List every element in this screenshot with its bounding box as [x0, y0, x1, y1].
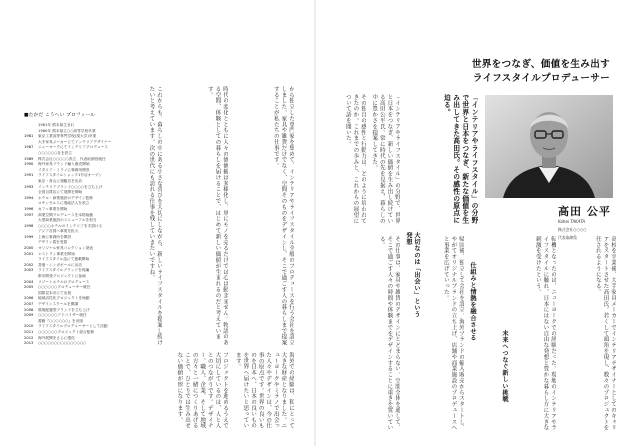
profile-item-year: 1991: [24, 173, 34, 178]
profile-item-year: 2013: [24, 341, 34, 346]
profile-item-year: 2005: [24, 285, 34, 290]
profile-item-text: 香港・シンガポールに出店: [38, 262, 83, 267]
profile-item-text: 全国百貨店にて展開を開始: [38, 190, 83, 195]
profile-item-text: ○○○○ホテルのインテリアを手掛ける: [38, 223, 103, 228]
profile-list: [24, 123, 124, 347]
person-romaji: Kohei TAKATA: [558, 219, 585, 224]
profile-item-year: 2011: [24, 329, 34, 334]
profile-item-year: 2007: [24, 302, 34, 306]
profile-item-text: デザイン賞を受賞: [38, 240, 68, 245]
profile-item-year: 2012: [24, 335, 34, 340]
profile-item-text: 1961年 熊本県生まれ: [38, 123, 75, 127]
profile-item-text: 地域活性化プロジェクトを始動: [38, 296, 90, 301]
profile-item-text: ライフスタイルプロデューサーとして活動: [38, 324, 108, 329]
profile-item-text: 環境配慮型ブランドを立ち上げ: [38, 307, 90, 312]
profile-item-text: 株式会社○○○○○設立、代表取締役就任: [38, 156, 106, 161]
subhead-2: 仕組みと情熱を融合させる: [469, 262, 476, 342]
left-column-5: これからも、暮らしの中にある小さな喜びを大切にしながら、新しいライフスタイルを提案し続けたいと考えています。次の世代にも誇れる仕事を残していきたいですね。: [148, 86, 162, 346]
profile-item-text: ○○○○○○プロジェクト総合監修: [38, 329, 95, 334]
profile-item-year: 2001: [24, 251, 34, 256]
profile-item-text: ニューヨークにてインテリアプロデュース: [38, 145, 108, 150]
profile-item-text: 東京工業高等専門学校(現大学)卒業: [38, 134, 97, 139]
profile-item-year: 1996: [24, 206, 34, 211]
profile-item-text: 大型商業施設のリニューアルを担当: [38, 218, 97, 223]
left-column-2: 時代の変化とともに人々の価値観は多様化し、単にモノを売るだけでは心は動きません。物語のある空間、体験としての暮らしを届けることで、はじめて新しい価値が生まれるのだと考えています。: [206, 86, 228, 346]
profile-item-year: 2009: [24, 313, 34, 318]
profile-item-year: 1997: [24, 212, 34, 217]
left-column-4: プロジェクトを進めるうえで大切にしているのは、人と人とのつながりです。デザイナー、職人、企業、そして地域の方々と一緒につくりあげることで、ひとりでは生み出せない価値が形になります。: [176, 352, 228, 429]
profile-item-text: 大手家具メーカーにてインテリアデザイナー: [38, 139, 112, 144]
profile-item-text: 1980年 熊本県立○○高等学校卒業: [38, 128, 96, 133]
right-column-5: 帰国後、独立して会社を設立。海外ブランドの輸入販売からスタートし、やがてオリジナルブランドの立ち上げ、店舗や商業施設のプロデュースへと事業を広げていった。: [442, 236, 464, 431]
profile-item-year: 2004: [24, 279, 34, 284]
profile-item: [24, 341, 124, 347]
profile-item-text: ○○○○○○○○○○○○○○○: [38, 341, 87, 346]
profile-item-year: 1994: [24, 195, 34, 200]
portrait-illustration: [485, 95, 613, 198]
profile-item-year: 1989: [24, 156, 34, 161]
profile-item-text: オリジナル家具コレクション発表: [38, 246, 93, 251]
profile-item-text: 海外展開をさらに強化: [38, 335, 75, 340]
profile-item-text: イタリア・ミラノに事務所開設: [38, 167, 90, 172]
profile-item-text: リゾートホテルのプロデュース: [38, 279, 90, 284]
profile-item-year: 1987: [24, 145, 34, 150]
profile-item-text: 海外家具ブランド輸入販売開始: [38, 162, 90, 167]
profile-item-text: 国際見本市にて出展: [38, 290, 72, 295]
portrait-photo: [485, 95, 613, 198]
right-column-1: 「インテリアやライフスタイル」の分野で、世界と日本をつなぎ、新しい価値を生み出し続けている高田公平氏。常に時代の先を見据え、暮らしの中に豊かさを提案してきた。: [371, 94, 400, 224]
right-column-3: 高校を卒業後、大手家具メーカーでインテリアデザイナーとしてのキャリアをスタートさせた高田氏。若くして頭角を現し、数々のプロジェクトを任されるようになる。: [594, 236, 616, 431]
subhead-3: 未来へつなぐ新しい挑戦: [501, 330, 508, 403]
profile-item-text: ライフスタイルブランドを再編: [38, 268, 90, 273]
profile-item-text: インテリアブランド○○○○を立ち上げ: [38, 184, 103, 189]
profile-item-text: 商業空間プロデュースを本格始動: [38, 212, 94, 217]
profile-item-year: 1993: [24, 184, 34, 189]
profile-item-year: 2002: [24, 262, 34, 267]
profile-item-text: ライフスタイル誌にて連載開始: [38, 257, 90, 262]
person-name: 高田 公平: [558, 205, 611, 218]
profile-item-text: ロサンゼルスに現地法人を設立: [38, 201, 90, 206]
right-column-2: その独自の感性と行動力は、どのように培われてきたのか。これまでの歩みと、これからの展望について話を聞いた。: [344, 94, 366, 224]
subhead-1: 大切なのは「出会い」という発想: [405, 232, 420, 318]
right-column-6: その仕事は、家具や雑貨のデザインにとどまらない。空間全体を通して、そこで過ごす人々の時間や体験までをデザインすることに重きを置いている。: [378, 236, 400, 431]
left-column-3: 海外での経験は、私にとって大きな財産となりました。ニューヨークやミラノで出会った人々やデザインは、今の仕事の原点です。世界の良いものを日本へ、日本の良いものを世界へ届けたいと思っています。: [234, 352, 294, 429]
profile-item-year: 2008: [24, 307, 34, 312]
profile-item-text: ホテル・商業施設のデザイン監修: [38, 195, 93, 200]
left-column-1: から独立した専門家を集めて、インテリアやライフスタイル全般のプロデュースを行う会社を設立しました。家具や雑貨だけでなく、空間そのものをデザインし、そこで過ごす人の暮らしまで提案することが私たちの仕事です。: [272, 86, 294, 346]
profile-item-year: 2003: [24, 268, 34, 273]
person-org-2: 代表取締役: [558, 234, 577, 240]
profile-item-text: ○○○○○○アドバイザー就任: [38, 313, 87, 318]
right-column-4: 転機となったのは、ニューヨークでの経験だった。現地のインテリアやライフスタイルに触れ、日本にはない自由な発想と豊かな暮らし方に大きな刺激を受けたという。: [534, 236, 556, 431]
profile-item-text: 上海に事務所を開設: [38, 234, 72, 239]
headline: [410, 58, 610, 86]
profile-item-year: 1998: [24, 223, 34, 228]
profile-item-text: ○○○○○○社を設立: [38, 150, 73, 155]
profile-item-text: カフェ事業を開始: [38, 206, 68, 211]
profile-item-year: 2010: [24, 324, 34, 329]
lead-paragraph: 「インテリアやライフスタイル」の分野で世界と日本をつなぎ、新たな価値を生み出してきた高田氏。その感性の原点に迫る。: [442, 94, 478, 224]
profile-item-year: 1990: [24, 162, 34, 167]
profile-item-year: 2000: [24, 246, 34, 251]
profile-item-text: 東京・青山に旗艦店を出店: [38, 178, 83, 183]
profile-box: [24, 112, 124, 422]
profile-item-year: 1999: [24, 234, 34, 239]
page-gutter: [314, 0, 316, 446]
headline-line-2: ライフスタイルプロデューサー: [472, 73, 610, 84]
headline-line-1: 世界をつなぎ、価値を生み出す: [471, 59, 610, 70]
profile-item-year: 1981: [24, 134, 34, 139]
profile-item-text: 都市開発プロジェクトに参画: [38, 274, 86, 279]
profile-item-text: ○○○○○○プロデューサー就任: [38, 285, 91, 290]
profile-item-year: 2006: [24, 296, 34, 301]
profile-item-text: アジア各国へ事業を拡大: [38, 229, 79, 234]
person-name-block: [558, 203, 618, 240]
person-org-1: 株式会社○○○○: [558, 227, 587, 232]
profile-header: ■たかだ こうへい プロフィール: [24, 113, 96, 118]
profile-item-text: デザインスクールを開講: [38, 302, 79, 306]
profile-item-text: ライフスタイルショップ1号店オープン: [38, 173, 103, 178]
profile-item-text: レストラン事業を開始: [38, 251, 75, 256]
profile-item-text: 書籍『○○○○○○』を出版: [38, 318, 84, 323]
